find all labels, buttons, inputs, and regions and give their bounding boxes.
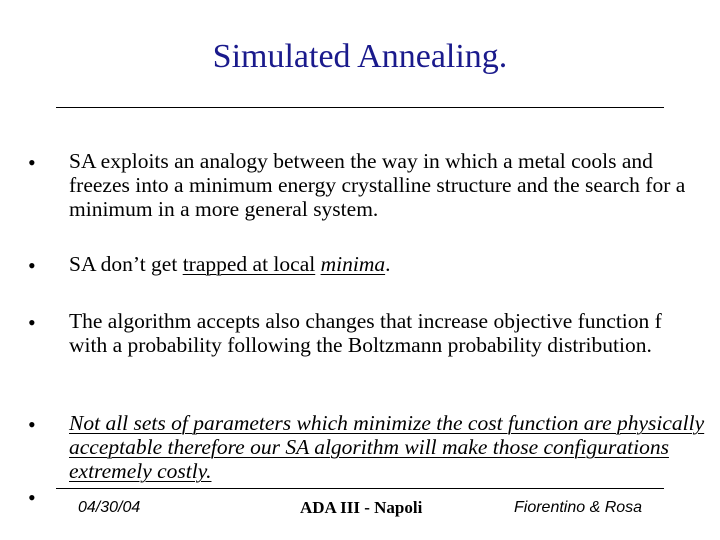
footer-event: ADA III - Napoli	[300, 498, 423, 517]
slide-title: Simulated Annealing.	[212, 38, 508, 75]
bullet-marker: •	[28, 253, 36, 278]
bullet-marker: •	[28, 412, 36, 437]
bullet-text-1: SA exploits an analogy between the way in which a metal cools and freezes into a minimum energy crystalline structure and the search for a minimum in a more general system.	[69, 149, 686, 221]
bullet-text-4: Not all sets of parameters which minimize the cost function are physically acceptable therefore our SA algorithm will make those configurations extremely costly.	[69, 411, 705, 483]
bullet-marker: •	[28, 150, 36, 175]
bullet-2-underlined-phrase: trapped at local	[182, 252, 316, 276]
footer-divider	[56, 488, 664, 489]
bullet-text-2	[69, 252, 704, 276]
bullet-2-underlined-italic: minima	[320, 252, 386, 276]
footer-authors: Fiorentino & Rosa	[514, 499, 643, 516]
bullet-marker: •	[28, 310, 36, 335]
bullet-2-prefix: SA don’t get	[69, 252, 183, 276]
bullet-text-3: The algorithm accepts also changes that increase objective function f with a probability following the Boltzmann probability distribution.	[69, 309, 662, 357]
bullet-marker: •	[28, 485, 36, 510]
title-divider	[56, 107, 664, 108]
footer-date: 04/30/04	[78, 499, 141, 516]
bullet-2-suffix: .	[385, 252, 391, 276]
